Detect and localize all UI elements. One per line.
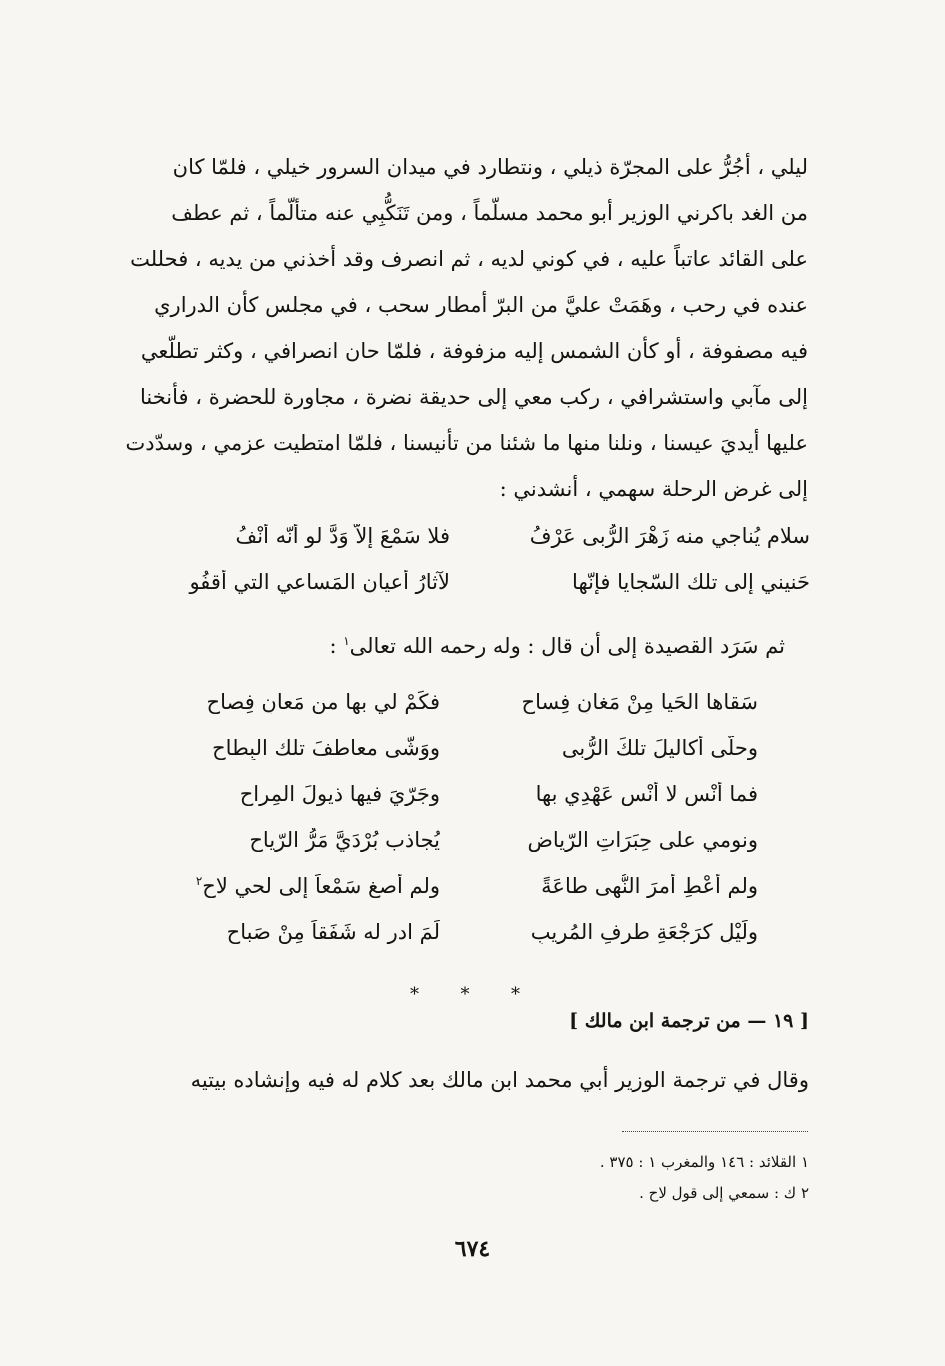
verse-first-hemistich: حَنيني إلى تلك السّجايا فإنّها <box>572 570 810 594</box>
verse-second-hemistich: فلا سَمْعَ إلاّ وَدَّ لو أنّه أنْفُ <box>235 524 450 548</box>
verse-second-hemistich <box>160 874 440 898</box>
verse-line <box>160 782 758 828</box>
page-number: ٦٧٤ <box>454 1236 491 1262</box>
poem-intro-colon: : <box>329 634 344 658</box>
prose-line: إلى مآبي واستشرافي ، ركب معي إلى حديقة نضرة ، مجاورة للحضرة ، فأنخنا <box>140 385 808 409</box>
verse-second-hemistich: فكَمْ لي بها من مَعانٍ فِصاحِ <box>206 690 440 714</box>
footnote-marker: ١ <box>343 634 350 648</box>
prose-line: من الغد باكرني الوزير أبو محمد مسلّماً ، ومن تَنَكُّبِي عنه متألّماً ، ثم عطف <box>171 201 808 225</box>
verse-line <box>130 570 810 616</box>
verse-line <box>160 690 758 736</box>
prose-line: ليلي ، أجُرُّ على المجرّة ذيلي ، ونتطارد في ميدان السرور خيلي ، فلمّا كان <box>172 155 808 179</box>
prose-line: عليها أيديَ عيسنا ، ونلنا منها ما شئنا من تأنيسنا ، فلمّا امتطيت عزمي ، وسدّدت <box>125 431 808 455</box>
verse-second-hemistich: يُجاذب بُرْدَيَّ مَرُّ الرّياحِ <box>249 828 440 852</box>
verse-line <box>130 524 810 570</box>
section-heading: [ ١٩ — من ترجمة ابن مالك ] <box>569 1010 809 1032</box>
verse-line <box>160 736 758 782</box>
prose-line: عنده في رحب ، وهَمَتْ عليَّ من البرّ أمطار سحب ، في مجلس كأن الدراري <box>154 293 808 317</box>
separator-star: * <box>460 984 470 1005</box>
prose-line: إلى غرض الرحلة سهمي ، أنشدني : <box>499 477 808 501</box>
verse-second-hemistich: ووَشّى معاطفَ تلك البِطاحِ <box>212 736 440 760</box>
verse-second-hemistich-text: ولم أُصغِ سَمْعاً إلى لحي لاحِ <box>202 874 440 898</box>
prose-line: على القائد عاتباً عليه ، في كوني لديه ، ثم انصرف وقد أخذني من يديه ، فحللت <box>130 247 808 271</box>
footnote-2: ٢ ك : سمعي إلى قول لاح . <box>639 1184 809 1202</box>
section-paragraph: وقال في ترجمة الوزير أبي محمد ابن مالك بعد كلام له فيه وإنشاده بيتيه <box>190 1068 809 1092</box>
poem-intro <box>329 634 785 658</box>
verse-line <box>160 828 758 874</box>
footnote-1: ١ القلائد : ١٤٦ والمغرب ١ : ٣٧٥ . <box>599 1153 809 1171</box>
footnote-divider <box>622 1131 808 1132</box>
verse-line <box>160 874 758 920</box>
verse-first-hemistich: سلام يُناجي منه زَهْرَ الرُّبى عَرْفُ <box>529 524 810 548</box>
verse-second-hemistich: لَمَ ادرِ له شَفَقاً مِنْ صَباحِ <box>226 920 440 944</box>
verse-first-hemistich: سَقاها الحَيا مِنْ مَغانٍ فِساحِ <box>521 690 758 714</box>
verse-first-hemistich: ولم أُعْطِ أمرَ النُّهى طاعَةً <box>541 874 758 898</box>
prose-line: فيه مصفوفة ، أو كأن الشمس إليه مزفوفة ، فلمّا حان انصرافي ، وكثر تطلّعي <box>140 339 808 363</box>
verse-first-hemistich: وحلّى أكاليلَ تلكَ الرُّبى <box>561 736 758 760</box>
prose-paragraph <box>108 144 808 512</box>
separator-star: * <box>410 984 419 1005</box>
poem-second <box>160 690 758 966</box>
verse-first-hemistich: ونومي على حِبَرَاتِ الرّياضِ <box>527 828 758 852</box>
poem-first <box>130 524 810 616</box>
verse-second-hemistich: وجَرّيَ فيها ذيولَ المِراحِ <box>239 782 440 806</box>
poem-intro-text: ثم سَرَد القصيدة إلى أن قال : وله رحمه الله تعالى <box>349 634 785 658</box>
verse-line <box>160 920 758 966</box>
verse-second-hemistich: لآثارُ أعيانِ المَساعي التي أقفُو <box>189 570 450 594</box>
separator-star: * <box>511 984 520 1005</box>
verse-first-hemistich: فما أنْس لا أنْس عَهْدِي بها <box>535 782 758 806</box>
verse-first-hemistich: ولَيْلٍ كرَجْعَةِ طرفِ المُريبِ <box>530 920 758 944</box>
section-separator <box>410 984 520 1005</box>
footnote-marker: ٢ <box>195 874 203 888</box>
